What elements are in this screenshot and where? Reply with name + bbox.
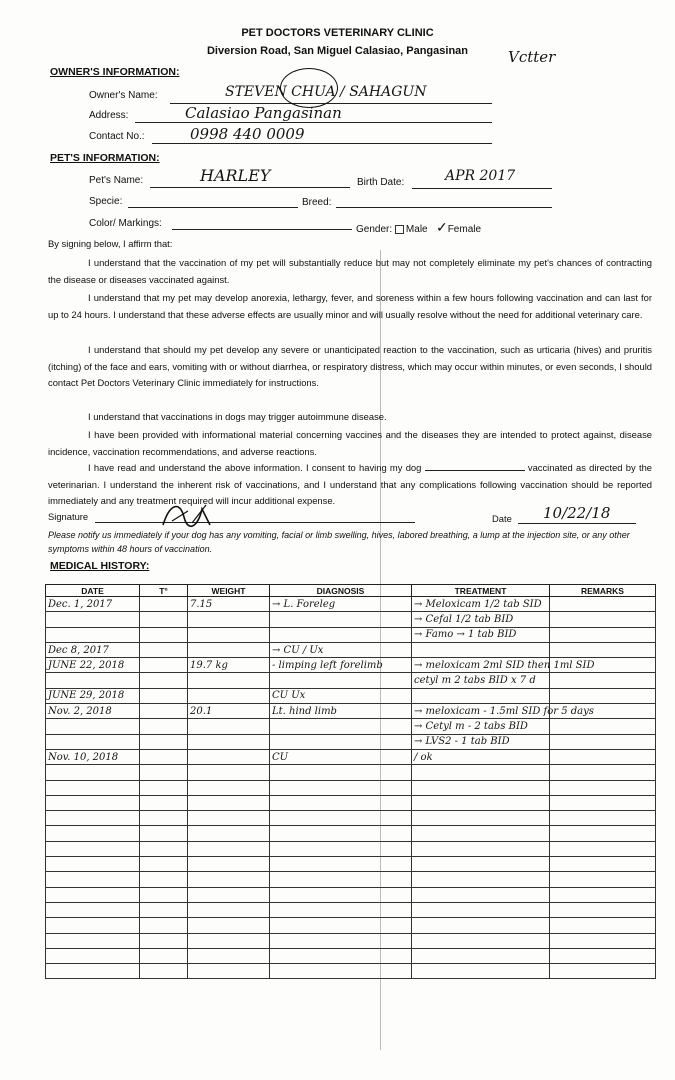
table-cell: cetyl m 2 tabs BID x 7 d: [412, 673, 550, 688]
owner-address-label: Address:: [89, 110, 129, 121]
owner-contact-line: [152, 143, 492, 144]
table-cell: [550, 795, 656, 810]
table-cell: [270, 627, 412, 642]
pet-section-title: PET'S INFORMATION:: [50, 152, 160, 164]
table-cell: [270, 948, 412, 963]
table-row: [46, 826, 656, 841]
specie-line: [128, 207, 298, 208]
table-row: [46, 795, 656, 810]
table-cell: [550, 688, 656, 703]
breed-line: [336, 207, 552, 208]
table-cell: → CU / Ux: [270, 642, 412, 657]
owner-address-line: [135, 122, 492, 123]
table-cell: 19.7 kg: [188, 658, 270, 673]
table-cell: [46, 841, 140, 856]
table-cell: [270, 765, 412, 780]
table-row: [46, 964, 656, 979]
table-cell: [412, 688, 550, 703]
margin-note: Vctter: [508, 48, 556, 66]
table-cell: [412, 948, 550, 963]
female-checkmark-icon[interactable]: ✓: [435, 219, 448, 235]
col-date: DATE: [46, 585, 140, 597]
table-cell: [412, 902, 550, 917]
owner-address-value: Calasiao Pangasinan: [185, 104, 342, 122]
date-label: Date: [492, 513, 512, 524]
table-cell: [412, 811, 550, 826]
table-cell: [550, 902, 656, 917]
table-cell: [412, 918, 550, 933]
table-cell: [188, 734, 270, 749]
medical-section-title: MEDICAL HISTORY:: [50, 560, 150, 572]
table-cell: JUNE 22, 2018: [46, 658, 140, 673]
clinic-address: Diversion Road, San Miguel Calasiao, Pangasinan: [206, 45, 468, 57]
notice-text: Please notify us immediately if your dog has any vomiting, facial or limb swelling, hives, labored breathing, a lump at the injection site, or any other symptoms within 48 hours of vaccination.: [48, 530, 630, 554]
table-cell: [412, 826, 550, 841]
table-cell: [140, 811, 188, 826]
table-cell: [270, 780, 412, 795]
birth-date-value: APR 2017: [445, 168, 516, 184]
table-cell: [270, 795, 412, 810]
table-cell: → L. Foreleg: [270, 597, 412, 612]
consent-p5: [48, 427, 652, 460]
table-row: [46, 918, 656, 933]
table-cell: CU Ux: [270, 688, 412, 703]
table-cell: Nov. 10, 2018: [46, 749, 140, 764]
table-cell: [46, 627, 140, 642]
table-cell: [270, 964, 412, 979]
table-cell: [46, 719, 140, 734]
table-cell: [270, 826, 412, 841]
dog-name-blank[interactable]: [425, 470, 525, 471]
table-cell: CU: [270, 749, 412, 764]
table-cell: [46, 826, 140, 841]
table-cell: [188, 749, 270, 764]
table-cell: - limping left forelimb: [270, 658, 412, 673]
table-cell: → Cefal 1/2 tab BID: [412, 612, 550, 627]
consent-p2-text: I understand that my pet may develop anorexia, lethargy, fever, and soreness within a few hours following vaccination and can last for up to 24 hours. I understand that these adverse effects are usually minor and will usually resolve without the need for additional veterinary care.: [48, 292, 652, 320]
table-cell: [46, 857, 140, 872]
col-weight: WEIGHT: [188, 585, 270, 597]
table-cell: → Cetyl m - 2 tabs BID: [412, 719, 550, 734]
table-cell: [550, 948, 656, 963]
consent-p6a-text: I have read and understand the above information. I consent to having my dog: [88, 462, 422, 473]
color-label: Color/ Markings:: [89, 218, 162, 229]
table-cell: [140, 597, 188, 612]
table-cell: [140, 872, 188, 887]
table-cell: [46, 918, 140, 933]
table-cell: [46, 673, 140, 688]
table-cell: [46, 734, 140, 749]
table-cell: [140, 734, 188, 749]
female-label: Female: [447, 224, 482, 235]
owner-section-title: OWNER'S INFORMATION:: [50, 66, 180, 78]
table-cell: [140, 841, 188, 856]
table-cell: [188, 811, 270, 826]
table-cell: [188, 765, 270, 780]
table-cell: Dec. 1, 2017: [46, 597, 140, 612]
table-row: [46, 948, 656, 963]
signature-line[interactable]: [95, 522, 415, 523]
date-value: 10/22/18: [543, 504, 611, 522]
table-cell: [188, 780, 270, 795]
table-row: [46, 765, 656, 780]
table-cell: [550, 841, 656, 856]
consent-p4: [48, 409, 652, 426]
table-cell: [140, 704, 188, 719]
table-cell: [46, 948, 140, 963]
table-cell: [140, 948, 188, 963]
table-cell: [270, 857, 412, 872]
table-cell: [550, 597, 656, 612]
table-cell: [140, 627, 188, 642]
table-cell: [412, 887, 550, 902]
table-row: [46, 902, 656, 917]
table-cell: [140, 964, 188, 979]
table-cell: [550, 642, 656, 657]
table-cell: [188, 688, 270, 703]
table-cell: [140, 673, 188, 688]
table-cell: → Meloxicam 1/2 tab SID: [412, 597, 550, 612]
consent-intro: By signing below, I affirm that:: [48, 238, 173, 249]
table-cell: → meloxicam - 1.5ml SID for 5 days: [412, 704, 550, 719]
table-cell: [270, 887, 412, 902]
pet-name-value: HARLEY: [200, 166, 271, 185]
table-cell: [46, 933, 140, 948]
table-cell: [140, 795, 188, 810]
table-cell: [412, 780, 550, 795]
specie-label: Specie:: [89, 196, 123, 207]
table-cell: [412, 964, 550, 979]
table-cell: [46, 811, 140, 826]
table-cell: [188, 964, 270, 979]
medical-table-body: [46, 597, 656, 979]
table-cell: [140, 688, 188, 703]
table-cell: 20.1: [188, 704, 270, 719]
table-cell: [140, 780, 188, 795]
table-cell: → Famo → 1 tab BID: [412, 627, 550, 642]
consent-p1: [48, 255, 652, 288]
table-row: [46, 811, 656, 826]
signature-label: Signature: [48, 511, 89, 522]
table-cell: [550, 749, 656, 764]
table-cell: [188, 902, 270, 917]
table-cell: [188, 627, 270, 642]
table-cell: [188, 673, 270, 688]
table-cell: [270, 734, 412, 749]
table-cell: [140, 765, 188, 780]
table-cell: / ok: [412, 749, 550, 764]
male-checkbox[interactable]: [395, 225, 404, 234]
table-cell: [412, 872, 550, 887]
table-cell: [140, 658, 188, 673]
table-cell: [188, 642, 270, 657]
table-row: [46, 627, 656, 642]
table-cell: [188, 857, 270, 872]
table-cell: [550, 826, 656, 841]
table-cell: [270, 719, 412, 734]
col-temp: T°: [140, 585, 188, 597]
col-remarks: REMARKS: [550, 585, 656, 597]
table-row: [46, 597, 656, 612]
table-row: [46, 658, 656, 673]
table-cell: [188, 612, 270, 627]
table-cell: [412, 933, 550, 948]
table-cell: [140, 612, 188, 627]
table-cell: [140, 826, 188, 841]
table-cell: [46, 872, 140, 887]
clinic-name: PET DOCTORS VETERINARY CLINIC: [241, 27, 434, 39]
owner-name-value: STEVEN CHUA / SAHAGUN: [225, 84, 427, 100]
consent-p2: [48, 290, 652, 323]
owner-contact-value: 0998 440 0009: [190, 125, 305, 143]
table-row: [46, 642, 656, 657]
pet-name-line: [150, 187, 350, 188]
table-cell: [550, 627, 656, 642]
table-cell: [188, 887, 270, 902]
table-cell: [550, 719, 656, 734]
table-cell: [270, 673, 412, 688]
table-row: [46, 841, 656, 856]
owner-name-label: Owner's Name:: [89, 90, 158, 101]
pet-name-label: Pet's Name:: [89, 175, 144, 186]
table-cell: Lt. hind limb: [270, 704, 412, 719]
table-row: [46, 704, 656, 719]
birth-date-line: [412, 188, 552, 189]
table-cell: [550, 918, 656, 933]
consent-p4-text: I understand that vaccinations in dogs may trigger autoimmune disease.: [88, 411, 387, 422]
table-cell: [550, 887, 656, 902]
table-cell: [412, 642, 550, 657]
table-cell: [188, 918, 270, 933]
medical-history-table: [45, 584, 656, 979]
circle-mark: [280, 68, 338, 108]
table-cell: [188, 826, 270, 841]
table-cell: 7.15: [188, 597, 270, 612]
table-cell: [270, 872, 412, 887]
table-cell: [270, 811, 412, 826]
table-cell: [550, 857, 656, 872]
table-cell: [550, 612, 656, 627]
table-row: [46, 688, 656, 703]
male-label: Male: [405, 224, 428, 235]
table-cell: [140, 887, 188, 902]
table-cell: [412, 765, 550, 780]
table-cell: [412, 841, 550, 856]
table-cell: [188, 933, 270, 948]
table-cell: [412, 795, 550, 810]
table-row: [46, 734, 656, 749]
table-cell: [140, 857, 188, 872]
table-row: [46, 857, 656, 872]
birth-date-label: Birth Date:: [357, 177, 405, 188]
table-cell: [550, 964, 656, 979]
table-cell: [46, 765, 140, 780]
table-cell: [140, 642, 188, 657]
table-cell: [140, 719, 188, 734]
table-cell: [270, 933, 412, 948]
table-cell: [270, 918, 412, 933]
gender-label: Gender:: [356, 224, 393, 235]
owner-contact-label: Contact No.:: [89, 131, 145, 142]
col-treatment: TREATMENT: [412, 585, 550, 597]
table-row: [46, 749, 656, 764]
table-row: [46, 612, 656, 627]
table-cell: [46, 795, 140, 810]
table-cell: → LVS2 - 1 tab BID: [412, 734, 550, 749]
table-cell: [140, 749, 188, 764]
table-cell: [140, 933, 188, 948]
table-cell: Nov. 2, 2018: [46, 704, 140, 719]
table-cell: → meloxicam 2ml SID then 1ml SID: [412, 658, 550, 673]
table-cell: [270, 902, 412, 917]
table-cell: [550, 673, 656, 688]
table-cell: Dec 8, 2017: [46, 642, 140, 657]
consent-p3-text: I understand that should my pet develop any severe or unanticipated reaction to the vaccination, such as urticaria (hives) and pruritis (itching) of the face and ears, vomiting with or without diarrhea, or respiratory distress, which may occur within minutes, or even seconds, I should contact Pet Doctors Veterinary Clinic immediately for instructions.: [48, 344, 652, 388]
table-row: [46, 719, 656, 734]
breed-label: Breed:: [302, 197, 332, 208]
consent-p6: [48, 460, 652, 510]
table-cell: [188, 948, 270, 963]
table-cell: [46, 780, 140, 795]
table-cell: [550, 811, 656, 826]
color-line: [172, 229, 352, 230]
table-row: [46, 933, 656, 948]
gender-group: [356, 219, 481, 236]
date-line: [518, 523, 636, 524]
table-cell: [550, 734, 656, 749]
table-cell: [550, 872, 656, 887]
table-cell: [140, 902, 188, 917]
table-row: [46, 780, 656, 795]
table-cell: [188, 719, 270, 734]
table-cell: [46, 612, 140, 627]
table-cell: [550, 933, 656, 948]
table-cell: [270, 841, 412, 856]
table-cell: [270, 612, 412, 627]
table-row: [46, 872, 656, 887]
table-cell: [188, 872, 270, 887]
table-cell: [412, 857, 550, 872]
table-cell: [46, 964, 140, 979]
consent-p5-text: I have been provided with informational material concerning vaccines and the diseases they are intended to protect against, disease incidence, vaccination recommendations, and adverse reactions.: [48, 429, 652, 457]
table-cell: [550, 780, 656, 795]
table-cell: [550, 765, 656, 780]
consent-p3: [48, 342, 652, 392]
table-cell: [140, 918, 188, 933]
table-cell: JUNE 29, 2018: [46, 688, 140, 703]
col-diagnosis: DIAGNOSIS: [270, 585, 412, 597]
table-cell: [188, 841, 270, 856]
table-row: [46, 887, 656, 902]
table-header-row: [46, 585, 656, 597]
consent-p6b-text: vaccinated as directed by the veterinarian. I understand the inherent risk of vaccinations, and I understand that any complications following vaccination should be reported immediately and any treatment required will incur additional expense.: [48, 462, 652, 506]
consent-p1-text: I understand that the vaccination of my pet will substantially reduce but may not completely eliminate my pet's chances of contracting the disease or diseases vaccinated against.: [48, 257, 652, 285]
table-cell: [46, 887, 140, 902]
table-cell: [188, 795, 270, 810]
table-row: [46, 673, 656, 688]
table-cell: [46, 902, 140, 917]
